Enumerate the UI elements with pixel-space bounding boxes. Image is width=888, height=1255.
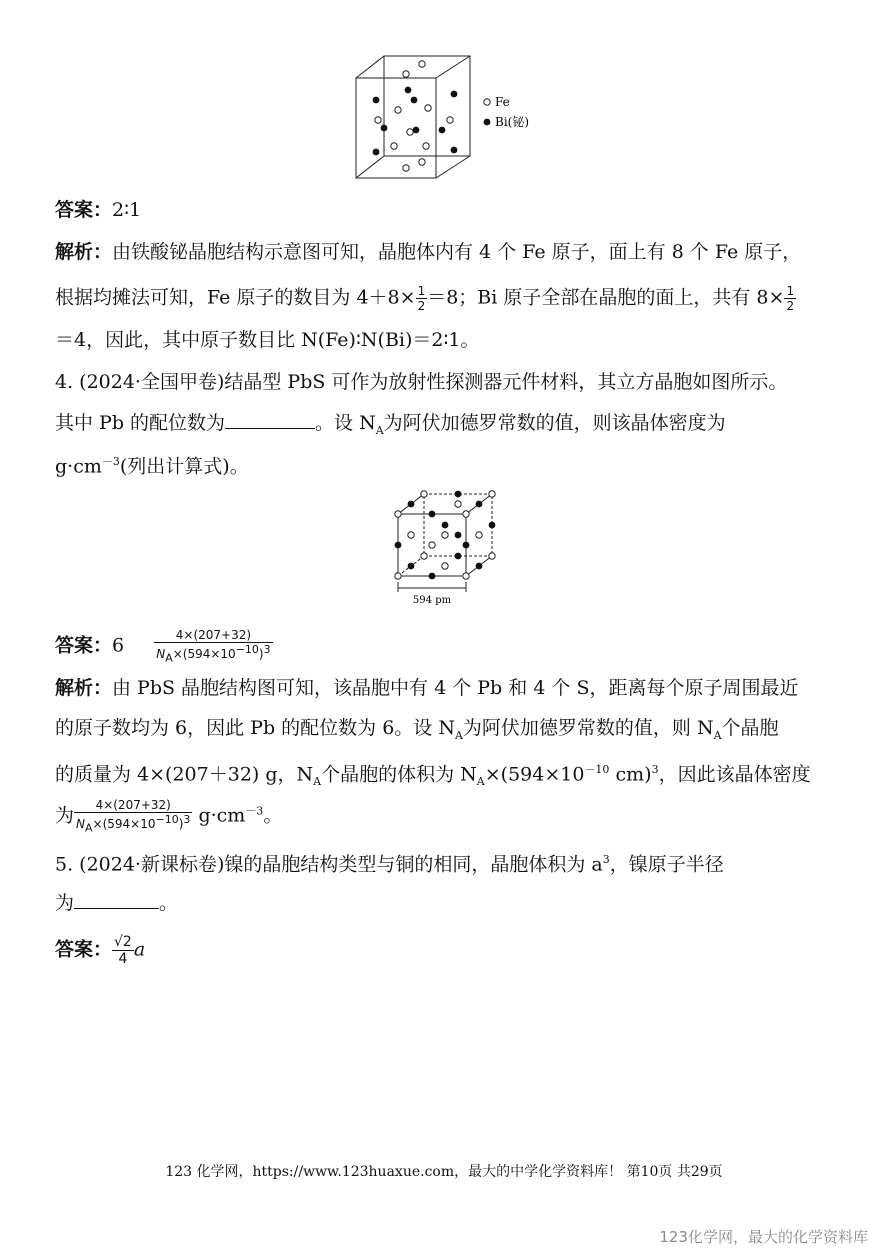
fraction-half: $\frac{1}{2}$ bbox=[417, 284, 426, 313]
legend-fe-label: Fe bbox=[495, 95, 510, 109]
question-5-line1: 5. (2024·新课标卷)镍的晶胞结构类型与铜的相同，晶胞体积为 $a^3$，镍原子半径 bbox=[55, 853, 724, 876]
answer-4-density-fraction: $\frac{4\times(207+32)}{N_A\times(594\times 10^{-10})^3}$ bbox=[156, 628, 271, 665]
answer-5: 答案： $\frac{√2}{4}$ a bbox=[55, 934, 146, 967]
analysis-4-line3: 的质量为 4×(207＋32) g，$N_A$个晶胞的体积为 $N_A\times(594\times 10^{-10}$ cm)$^3$，因此该晶体密度 bbox=[55, 763, 811, 789]
watermark: 123化学网，最大的化学资料库 bbox=[659, 1228, 868, 1246]
question-4-line2: 其中 Pb 的配位数为 。设 $N_A$为阿伏加德罗常数的值，则该晶体密度为 bbox=[55, 412, 726, 437]
answer-3: 答案：2∶1 bbox=[55, 199, 142, 221]
analysis-4-line2: 的原子数均为 6，因此 Pb 的配位数为 6。设 $N_A$为阿伏加德罗常数的值，则 $N_A$个晶胞 bbox=[55, 717, 779, 742]
analysis-4-line1: 解析：由 PbS 晶胞结构图可知，该晶胞中有 4 个 Pb 和 4 个 S，距离每个原子周围最近 bbox=[55, 677, 799, 699]
analysis-3-line3: ＝4，因此，其中原子数目比 N(Fe)∶N(Bi)＝2∶1。 bbox=[55, 329, 480, 351]
answer-4: 答案：6 $\frac{4\times(207+32)}{N_A\times(594\times 10^{-10})^3}$ bbox=[55, 628, 271, 665]
analysis-4-density-fraction: $\frac{4\times(207+32)}{N_A\times(594\times 10^{-10})^3}$ bbox=[76, 798, 191, 835]
answer-blank[interactable] bbox=[225, 410, 315, 429]
analysis-3-line1: 解析：由铁酸铋晶胞结构示意图可知，晶胞体内有 4 个 Fe 原子，面上有 8 个 Fe 原子， bbox=[55, 241, 802, 263]
dimension-label: 594 pm bbox=[412, 595, 452, 606]
fraction-half-2: $\frac{1}{2}$ bbox=[786, 284, 795, 313]
page-footer: 123 化学网，https://www.123huaxue.com，最大的中学化学资料库！ 第10页 共29页 bbox=[165, 1164, 723, 1180]
analysis-3-line2: 根据均摊法可知，Fe 原子的数目为 4＋8× $\frac{1}{2}$ ＝8；Bi 原子全部在晶胞的面上，共有 8× $\frac{1}{2}$ bbox=[55, 284, 795, 313]
question-4-line3: $g\cdot cm^{-3}$(列出计算式)。 bbox=[55, 455, 249, 478]
bifeo3-cell-figure bbox=[350, 50, 550, 185]
legend-bi-label: Bi(铋) bbox=[495, 115, 530, 129]
question-4-line1: 4. (2024·全国甲卷)结晶型 PbS 可作为放射性探测器元件材料，其立方晶胞如图所示。 bbox=[55, 371, 788, 393]
answer-blank-q5[interactable] bbox=[74, 890, 159, 909]
pbs-cell-figure bbox=[390, 488, 510, 608]
question-5-line2: 为 。 bbox=[55, 892, 179, 914]
analysis-4-line4: 为 $\frac{4\times(207+32)}{N_A\times(594\times 10^{-10})^3}$ $g\cdot cm^{-3}$。 bbox=[55, 798, 283, 835]
answer-5-fraction: $\frac{√2}{4}$ bbox=[114, 934, 132, 967]
